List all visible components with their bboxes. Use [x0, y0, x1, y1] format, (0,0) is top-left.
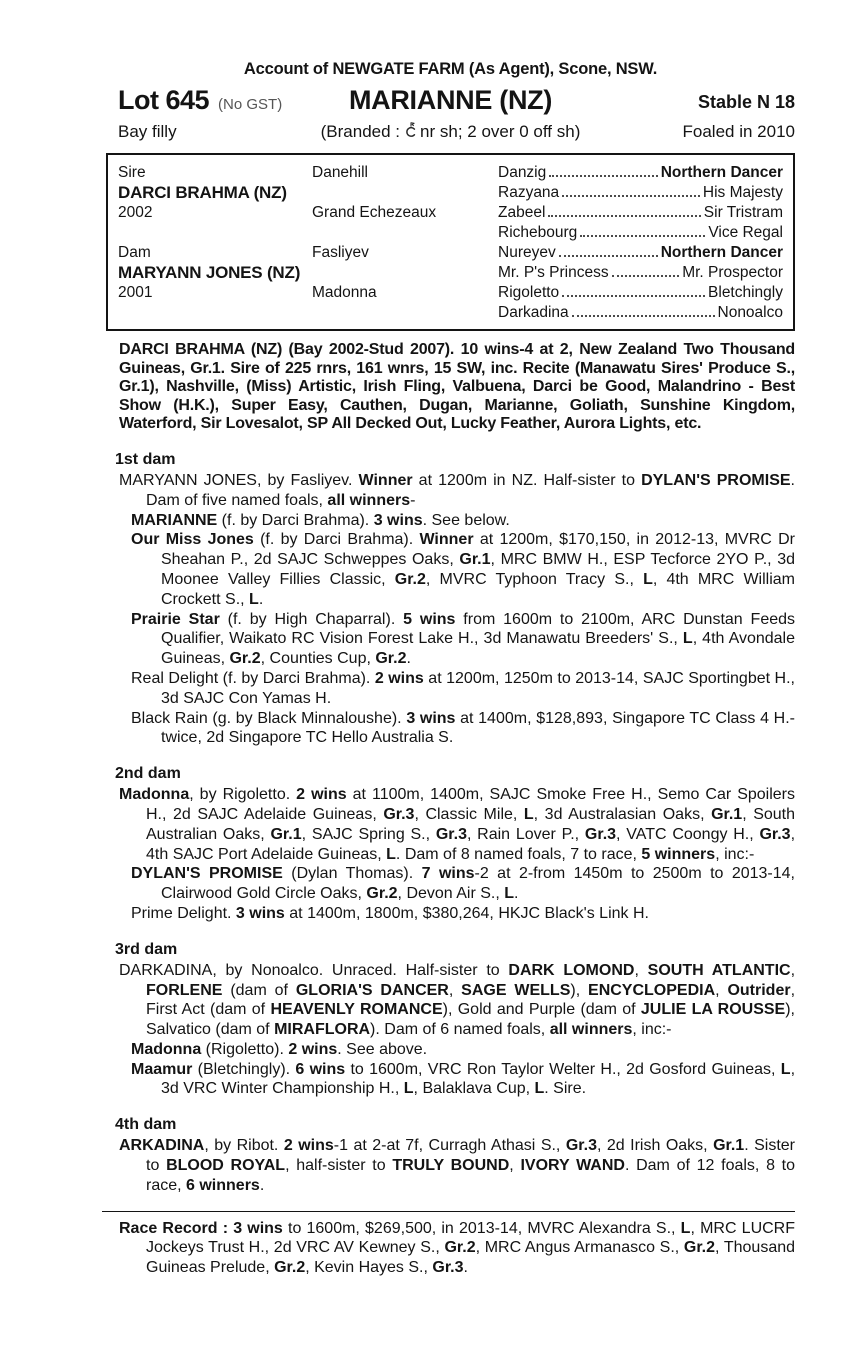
dam-of-dam: Madonna: [312, 284, 377, 301]
pedigree-table: [106, 153, 795, 331]
dam-ancestors: [498, 243, 783, 323]
section-heading: 4th dam: [115, 1116, 177, 1134]
sire-summary-paragraph: DARCI BRAHMA (NZ) (Bay 2002-Stud 2007). 10 wins-4 at 2, New Zealand Two Thousand Guineas, Gr.1. Sire of 225 rnrs, 161 wnrs, 15 SW, inc. Recite (Manawatu Sires' Produce S., Gr.1), Nashville, (Miss) Artistic, Irish Fling, Valbuena, Darci be Good, Malandrino - Best Show (H.K.), Super Easy, Cauthen, Dugan, Marianne, Goliath, Sunshine Kingdom, Waterford, Sir Lovesalot, SP All Decked Out, Lucky Feather, Aurora Lights, etc.: [119, 341, 795, 433]
ancestor-row: [498, 203, 783, 223]
role-label: Dam: [118, 244, 151, 261]
role-label: Sire: [118, 164, 146, 181]
race-record-paragraph: Race Record : 3 wins to 1600m, $269,500, in 2013-14, MVRC Alexandra S., L, MRC LUCRF Jockeys Trust H., 2d VRC AV Kewney S., Gr.2, MRC Angus Armanasco S., Gr.2, Thousand Guineas Prelude, Gr.2, Kevin Hayes S., Gr.3.: [119, 1219, 796, 1277]
ancestor-row: [498, 163, 783, 183]
ancestor-parent: Northern Dancer: [660, 164, 783, 181]
pedigree-paragraph: DYLAN'S PROMISE (Dylan Thomas). 7 wins-2 at 2-from 1450m to 2500m to 2013-14, Clairwood Gold Circle Oaks, Gr.2, Devon Air S., L.: [131, 865, 796, 903]
ancestor-parent: Northern Dancer: [660, 244, 783, 261]
dotted-leader: [549, 175, 657, 177]
lot-number: Lot 645: [118, 85, 210, 115]
ancestor-name: Richebourg: [498, 224, 578, 241]
ancestor-parent: Bletchingly: [708, 284, 783, 301]
pedigree-paragraph: Maamur (Bletchingly). 6 wins to 1600m, VRC Ron Taylor Welter H., 2d Gosford Guineas, L, 3d VRC Winter Championship H., L, Balaklava Cup, L. Sire.: [131, 1060, 796, 1098]
pedigree-paragraph: Madonna (Rigoletto). 2 wins. See above.: [131, 1040, 428, 1058]
dotted-leader: [548, 215, 700, 217]
page-content: [106, 58, 795, 1278]
dam-block: [118, 243, 783, 323]
sire-of-dam: Fasliyev: [312, 244, 369, 261]
pedigree-paragraph: Prime Delight. 3 wins at 1400m, 1800m, $380,264, HKJC Black's Link H.: [131, 904, 649, 922]
ancestor-name: Nureyev: [498, 244, 556, 261]
stable-number: Stable N 18: [697, 92, 795, 112]
ancestor-row: [498, 183, 783, 203]
dotted-leader: [572, 315, 715, 317]
race-record-divider: [102, 1211, 795, 1212]
sire-block: [118, 163, 783, 243]
pedigree-paragraph: MARYANN JONES, by Fasliyev. Winner at 1200m in NZ. Half-sister to DYLAN'S PROMISE. Dam of five named foals, all winners-: [119, 471, 795, 509]
ancestor-parent: Vice Regal: [708, 224, 783, 241]
section-heading: 2nd dam: [115, 765, 181, 783]
gst-note: (No GST): [218, 96, 283, 113]
color-sex: Bay filly: [118, 122, 177, 141]
dam-of-sire: Grand Echezeaux: [312, 204, 437, 221]
brand-symbol-icon: [404, 121, 416, 139]
foaled-year: Foaled in 2010: [682, 122, 795, 141]
dotted-leader: [580, 235, 705, 237]
brand-prefix: (Branded :: [320, 122, 401, 141]
ancestor-parent: Nonoalco: [717, 304, 783, 321]
account-line: Account of NEWGATE FARM (As Agent), Scone, NSW.: [243, 60, 658, 78]
pedigree-paragraph: Madonna, by Rigoletto. 2 wins at 1100m, 1400m, SAJC Smoke Free H., Semo Car Spoilers H., 2d SAJC Adelaide Guineas, Gr.3, Classic Mile, L, 3d Australasian Oaks, Gr.1, South Australian Oaks, Gr.1, SAJC Spring S., Gr.3, Rain Lover P., Gr.3, VATC Coongy H., Gr.3, 4th SAJC Port Adelaide Guineas, L. Dam of 8 named foals, 7 to race, 5 winners, inc:-: [119, 786, 796, 863]
ancestor-name: Rigoletto: [498, 284, 560, 301]
pedigree-paragraph: Our Miss Jones (f. by Darci Brahma). Winner at 1200m, $170,150, in 2012-13, MVRC Dr Sheahan P., 2d SAJC Schweppes Oaks, Gr.1, MRC BMW H., ESP Tecforce 2YO P., 3d Moonee Valley Fillies Classic, Gr.2, MVRC Typhoon Tracy S., L, 4th MRC William Crockett S., L.: [131, 531, 796, 608]
dotted-leader: [612, 275, 680, 277]
sire-name: DARCI BRAHMA (NZ): [118, 183, 287, 202]
ancestor-parent: Sir Tristram: [703, 204, 783, 221]
ancestor-row: [498, 303, 783, 323]
brand-description: [321, 119, 581, 142]
pedigree-paragraph: ARKADINA, by Ribot. 2 wins-1 at 2-at 7f, Curragh Athasi S., Gr.3, 2d Irish Oaks, Gr.1. Sister to BLOOD ROYAL, half-sister to TRULY BOUND, IVORY WAND. Dam of 12 foals, 8 to race, 6 winners.: [119, 1137, 796, 1194]
pedigree-paragraph: Prairie Star (f. by High Chaparral). 5 wins from 1600m to 2100m, ARC Dunstan Feeds Qualifier, Waikato RC Vision Forest Lake H., 3d Manawatu Breeders' S., L, 4th Avondale Guineas, Gr.2, Counties Cup, Gr.2.: [131, 610, 796, 668]
pedigree-paragraph: Real Delight (f. by Darci Brahma). 2 wins at 1200m, 1250m to 2013-14, SAJC Sportingbet H., 3d SAJC Con Yamas H.: [131, 669, 795, 707]
sire-year: 2002: [118, 204, 153, 221]
dotted-leader: [559, 255, 658, 257]
brand-suffix: nr sh; 2 over 0 off sh): [420, 122, 581, 141]
ancestor-name: Darkadina: [498, 304, 569, 321]
ancestor-row: [498, 243, 783, 263]
pedigree-paragraph: Black Rain (g. by Black Minnaloushe). 3 wins at 1400m, $128,893, Singapore TC Class 4 H.-twice, 2d Singapore TC Hello Australia S.: [131, 709, 795, 747]
dotted-leader: [562, 295, 705, 297]
pedigree-paragraph: DARKADINA, by Nonoalco. Unraced. Half-sister to DARK LOMOND, SOUTH ATLANTIC, FORLENE (dam of GLORIA'S DANCER, SAGE WELLS), ENCYCLOPEDIA, Outrider, First Act (dam of HEAVENLY ROMANCE), Gold and Purple (dam of JULIE LA ROUSSE), Salvatico (dam of MIRAFLORA). Dam of 6 named foals, all winners, inc:-: [119, 961, 796, 1039]
lot-left-group: [118, 85, 282, 116]
ancestor-parent: Mr. Prospector: [682, 264, 783, 281]
pedigree-paragraph: MARIANNE (f. by Darci Brahma). 3 wins. See below.: [131, 511, 510, 529]
ancestor-name: Zabeel: [498, 204, 546, 221]
dotted-leader: [562, 195, 700, 197]
sire-of-sire: Danehill: [312, 164, 369, 181]
section-heading: 1st dam: [115, 450, 176, 468]
dam-year: 2001: [118, 284, 153, 301]
ancestor-name: Mr. P's Princess: [498, 264, 609, 281]
dam-sections: [106, 450, 795, 1196]
sire-ancestors: [498, 163, 783, 243]
section-heading: 3rd dam: [115, 940, 178, 958]
ancestor-parent: His Majesty: [702, 184, 783, 201]
description-line: [106, 117, 795, 146]
ancestor-name: Danzig: [498, 164, 547, 181]
horse-name: MARIANNE (NZ): [348, 85, 553, 115]
ancestor-row: [498, 263, 783, 283]
ancestor-name: Razyana: [498, 184, 560, 201]
dam-name: MARYANN JONES (NZ): [118, 263, 301, 282]
lot-line: [106, 80, 795, 117]
ancestor-row: [498, 223, 783, 243]
ancestor-row: [498, 283, 783, 303]
